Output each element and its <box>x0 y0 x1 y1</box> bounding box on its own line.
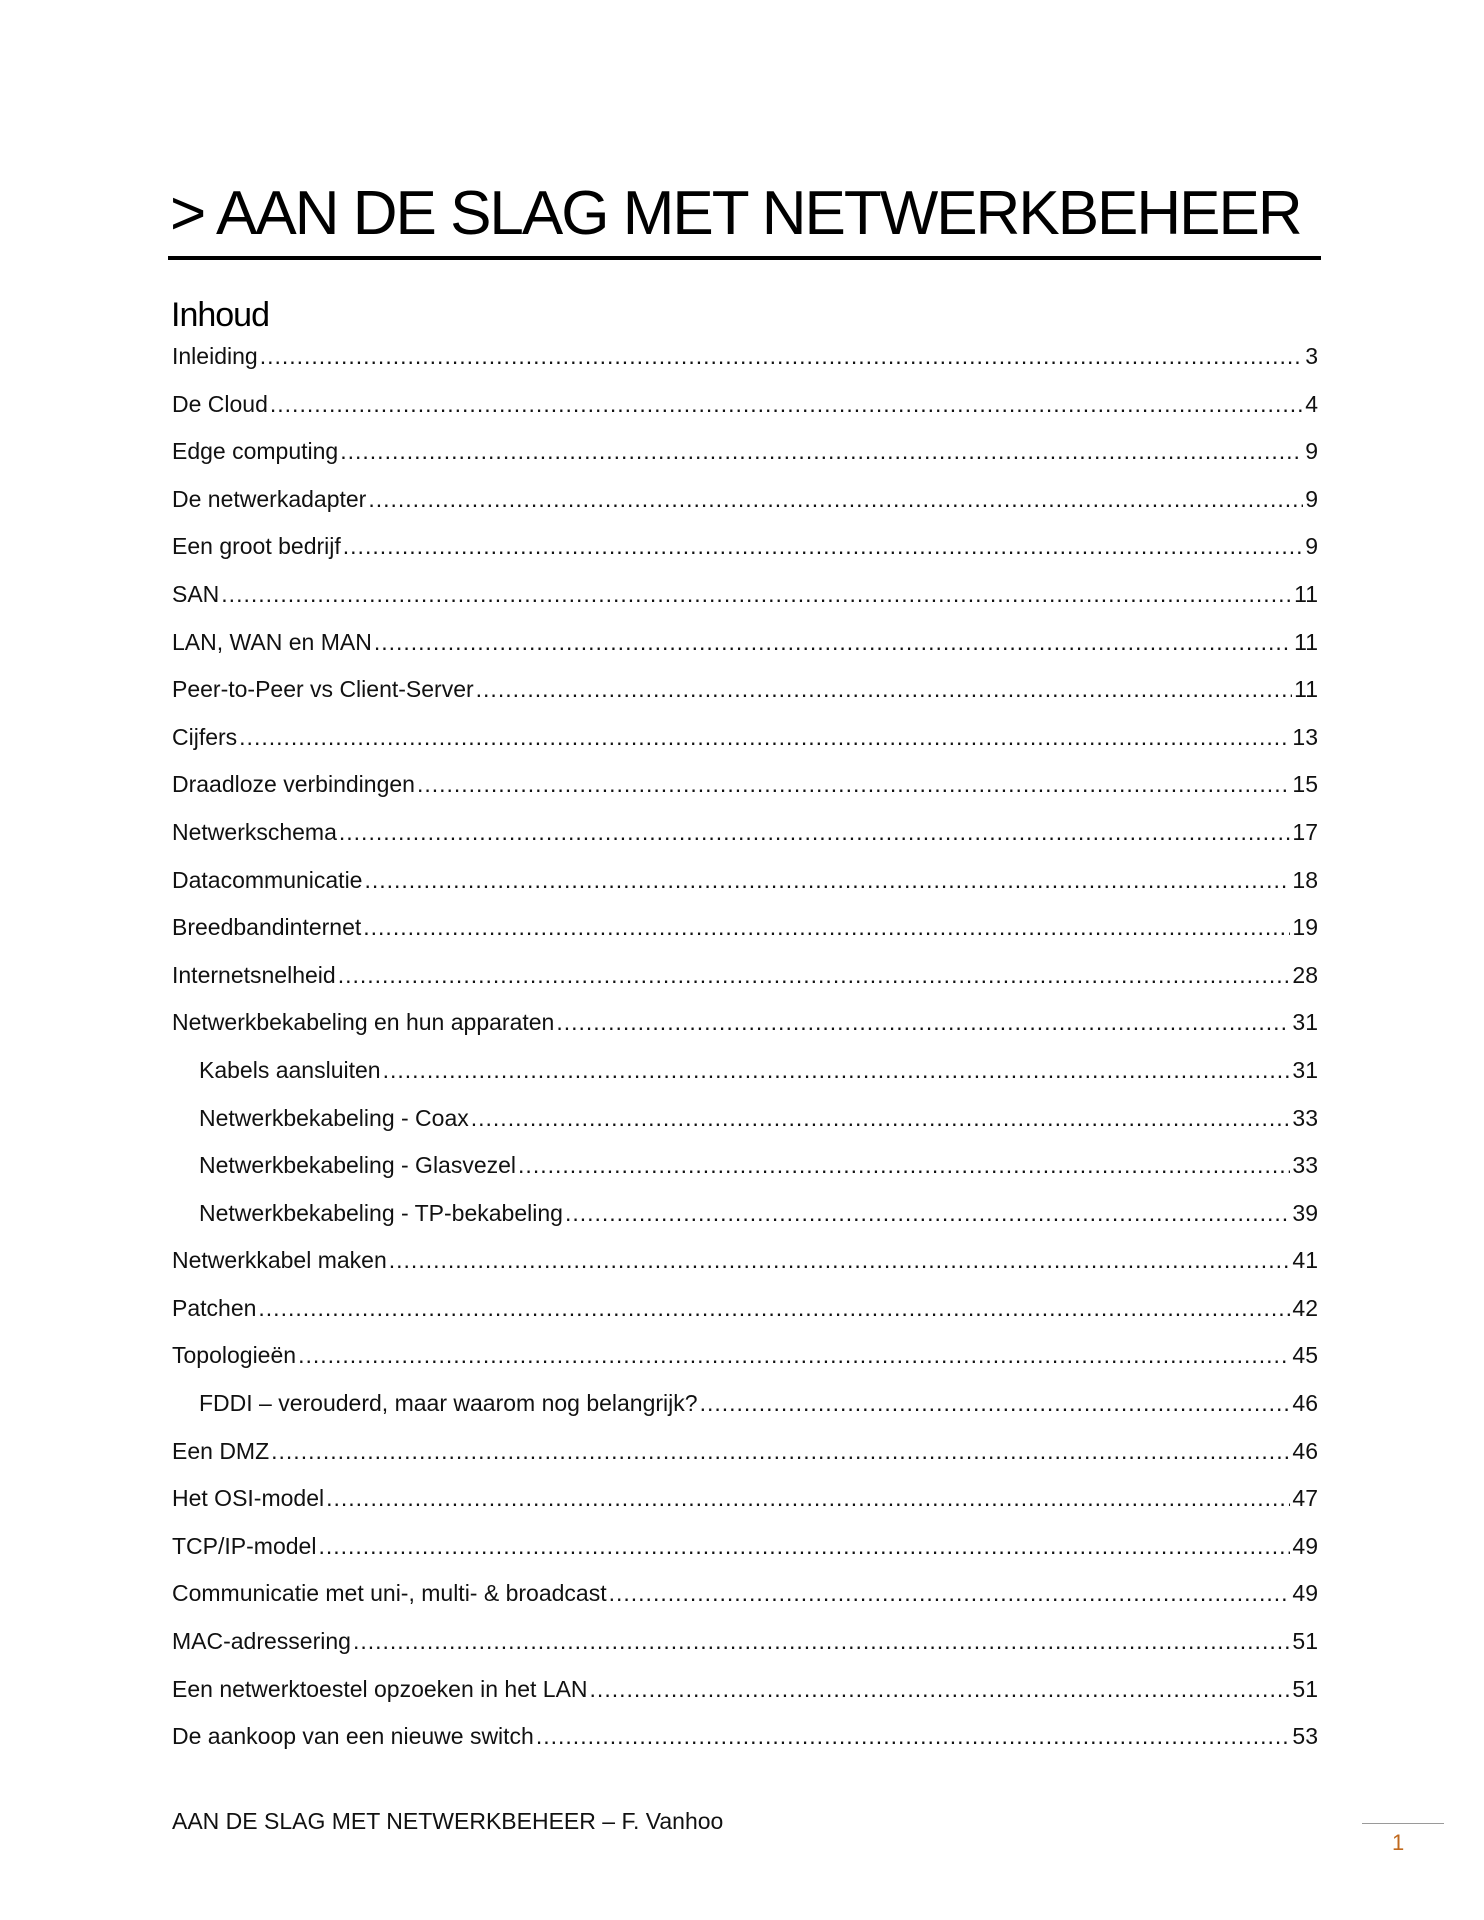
toc-dot-leader <box>700 1384 1291 1422</box>
toc-entry[interactable] <box>172 956 1318 1004</box>
toc-entry-page: 41 <box>1292 1247 1318 1274</box>
toc-entry[interactable] <box>172 813 1318 861</box>
toc-entry[interactable] <box>172 1527 1318 1575</box>
toc-entry-page: 4 <box>1305 390 1318 417</box>
toc-entry-label: Een groot bedrijf <box>172 533 341 560</box>
toc-entry-page: 51 <box>1292 1675 1318 1702</box>
toc-dot-leader <box>590 1670 1291 1708</box>
toc-dot-leader <box>518 1146 1290 1184</box>
toc-dot-leader <box>389 1241 1291 1279</box>
toc-dot-leader <box>340 432 1303 470</box>
toc-entry[interactable] <box>172 1003 1318 1051</box>
toc-entry-label: Het OSI-model <box>172 1485 325 1512</box>
toc-entry-label: Een DMZ <box>172 1437 270 1464</box>
toc-entry[interactable] <box>172 718 1318 766</box>
toc-dot-leader <box>363 908 1290 946</box>
toc-entry[interactable] <box>172 337 1318 385</box>
toc-entry[interactable] <box>172 1384 1318 1432</box>
toc-dot-leader <box>471 1099 1291 1137</box>
toc-entry-page: 46 <box>1292 1390 1318 1417</box>
toc-entry-page: 51 <box>1292 1628 1318 1655</box>
toc-dot-leader <box>565 1194 1290 1232</box>
toc-entry-page: 11 <box>1294 676 1318 703</box>
toc-dot-leader <box>609 1574 1291 1612</box>
toc-dot-leader <box>368 480 1303 518</box>
toc-dot-leader <box>383 1051 1291 1089</box>
toc-entry-label: Netwerkschema <box>172 818 337 845</box>
toc-entry[interactable] <box>172 908 1318 956</box>
toc-dot-leader <box>338 956 1291 994</box>
toc-entry-page: 31 <box>1292 1009 1318 1036</box>
toc-entry[interactable] <box>172 385 1318 433</box>
toc-dot-leader <box>271 1432 1290 1470</box>
toc-entry-label: Topologieën <box>172 1342 297 1369</box>
toc-dot-leader <box>353 1622 1290 1660</box>
toc-entry-label: Cijfers <box>172 723 238 750</box>
toc-entry-page: 39 <box>1292 1199 1318 1226</box>
toc-entry-page: 19 <box>1292 914 1318 941</box>
toc-entry-label: MAC-adressering <box>172 1628 351 1655</box>
toc-entry[interactable] <box>172 1241 1318 1289</box>
toc-heading: Inhoud <box>171 296 269 334</box>
toc-entry-label: SAN <box>172 580 220 607</box>
toc-entry[interactable] <box>172 1432 1318 1480</box>
toc-entry-label: Netwerkbekabeling - TP-bekabeling <box>199 1199 563 1226</box>
toc-entry-label: Edge computing <box>172 438 339 465</box>
document-title: > AAN DE SLAG MET NETWERKBEHEER <box>170 179 1301 248</box>
toc-entry-page: 47 <box>1292 1485 1318 1512</box>
toc-entry-page: 33 <box>1292 1104 1318 1131</box>
toc-entry-label: Peer-to-Peer vs Client-Server <box>172 676 474 703</box>
toc-entry-page: 49 <box>1292 1532 1318 1559</box>
toc-entry[interactable] <box>172 1670 1318 1718</box>
toc-entry[interactable] <box>172 1289 1318 1337</box>
toc-entry[interactable] <box>172 575 1318 623</box>
toc-entry-page: 9 <box>1305 485 1318 512</box>
toc-dot-leader <box>270 385 1303 423</box>
toc-entry-page: 3 <box>1305 343 1318 369</box>
toc-entry-label: Netwerkkabel maken <box>172 1247 387 1274</box>
toc-entry-label: Kabels aansluiten <box>199 1056 381 1083</box>
toc-dot-leader <box>221 575 1292 613</box>
toc-entry-label: TCP/IP-model <box>172 1532 317 1559</box>
toc-entry[interactable] <box>172 861 1318 909</box>
toc-entry-page: 49 <box>1292 1580 1318 1607</box>
toc-entry-page: 9 <box>1305 438 1318 465</box>
toc-dot-leader <box>339 813 1291 851</box>
toc-entry-label: FDDI – verouderd, maar waarom nog belangrijk? <box>199 1390 698 1417</box>
toc-entry-page: 53 <box>1292 1723 1318 1750</box>
toc-dot-leader <box>298 1336 1290 1374</box>
toc-entry-page: 31 <box>1292 1056 1318 1083</box>
toc-dot-leader <box>364 861 1290 899</box>
toc-entry[interactable] <box>172 432 1318 480</box>
toc-entry-label: Patchen <box>172 1294 257 1321</box>
toc-entry-label: De aankoop van een nieuwe switch <box>172 1723 534 1750</box>
toc-entry-page: 15 <box>1292 771 1318 798</box>
toc-entry-page: 17 <box>1292 818 1318 845</box>
toc-entry-label: Datacommunicatie <box>172 866 363 893</box>
toc-dot-leader <box>374 623 1292 661</box>
toc-dot-leader <box>417 765 1290 803</box>
toc-entry[interactable] <box>172 1479 1318 1527</box>
toc-dot-leader <box>536 1717 1291 1755</box>
toc-entry[interactable] <box>172 1336 1318 1384</box>
toc-entry-page: 9 <box>1305 533 1318 560</box>
toc-entry-page: 45 <box>1292 1342 1318 1369</box>
toc-entry-page: 11 <box>1294 580 1318 607</box>
toc-entry-label: De Cloud <box>172 390 268 417</box>
toc-entry-label: Een netwerktoestel opzoeken in het LAN <box>172 1675 588 1702</box>
toc-entry-label: Netwerkbekabeling - Glasvezel <box>199 1152 517 1179</box>
toc-entry-label: Internetsnelheid <box>172 961 336 988</box>
toc-dot-leader <box>318 1527 1290 1565</box>
footer-text: AAN DE SLAG MET NETWERKBEHEER – F. Vanhoo <box>172 1808 724 1834</box>
toc-entry[interactable] <box>172 1622 1318 1670</box>
toc-entry[interactable] <box>172 1717 1318 1765</box>
toc-entry[interactable] <box>172 765 1318 813</box>
toc-entry[interactable] <box>172 1099 1318 1147</box>
toc-entry-page: 18 <box>1292 866 1318 893</box>
toc-entry-page: 46 <box>1292 1437 1318 1464</box>
toc-entry-page: 28 <box>1292 961 1318 988</box>
toc-entry[interactable] <box>172 527 1318 575</box>
toc-dot-leader <box>260 337 1304 375</box>
toc-entry-page: 13 <box>1292 723 1318 750</box>
toc-dot-leader <box>326 1479 1290 1517</box>
toc-dot-leader <box>556 1003 1290 1041</box>
toc-entry-page: 11 <box>1294 628 1318 655</box>
toc-entry-label: Netwerkbekabeling - Coax <box>199 1104 469 1131</box>
toc-entry-label: Breedbandinternet <box>172 914 362 941</box>
toc-dot-leader <box>239 718 1290 756</box>
toc-entry-page: 42 <box>1292 1294 1318 1321</box>
table-of-contents <box>172 337 1318 1765</box>
footer-divider <box>1362 1823 1444 1824</box>
page-number: 1 <box>1392 1830 1405 1855</box>
toc-dot-leader <box>258 1289 1290 1327</box>
toc-entry[interactable] <box>172 1194 1318 1242</box>
toc-entry-label: Netwerkbekabeling en hun apparaten <box>172 1009 555 1036</box>
toc-entry[interactable] <box>172 623 1318 671</box>
toc-entry[interactable] <box>172 1574 1318 1622</box>
toc-entry-label: De netwerkadapter <box>172 485 367 512</box>
toc-entry-label: Inleiding <box>172 343 258 369</box>
toc-entry-label: Draadloze verbindingen <box>172 771 415 798</box>
toc-entry-label: LAN, WAN en MAN <box>172 628 372 655</box>
toc-entry[interactable] <box>172 670 1318 718</box>
toc-dot-leader <box>343 527 1303 565</box>
toc-entry-label: Communicatie met uni-, multi- & broadcast <box>172 1580 607 1607</box>
toc-entry-page: 33 <box>1292 1152 1318 1179</box>
toc-entry[interactable] <box>172 1146 1318 1194</box>
toc-dot-leader <box>476 670 1292 708</box>
toc-entry[interactable] <box>172 1051 1318 1099</box>
toc-entry[interactable] <box>172 480 1318 528</box>
title-divider <box>168 256 1321 260</box>
